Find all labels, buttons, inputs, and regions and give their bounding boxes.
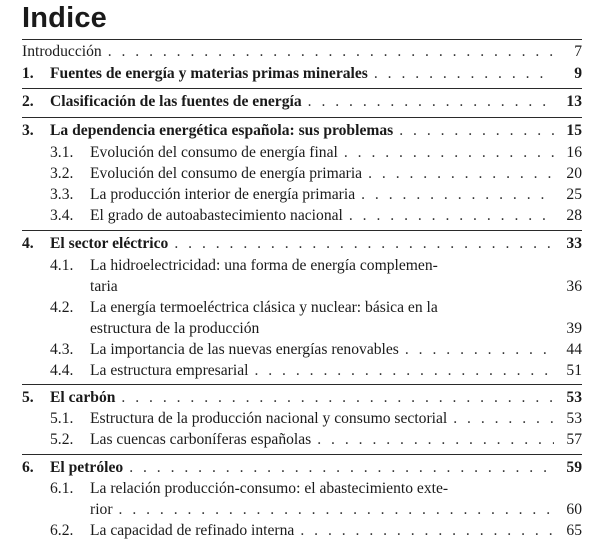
subsection-number: 5.2. bbox=[50, 431, 74, 448]
subsection-page: 39 bbox=[566, 320, 582, 337]
subsection-number: 6.1. bbox=[50, 480, 74, 497]
toc-chapter-4 bbox=[22, 234, 582, 254]
subsection-page: 16 bbox=[566, 144, 582, 161]
subsection-title: Las cuencas carboníferas españolas bbox=[90, 431, 312, 448]
subsection-page: 57 bbox=[566, 431, 582, 448]
chapter-number: 3. bbox=[22, 122, 34, 139]
toc-chapter-6 bbox=[22, 458, 582, 478]
subsection-title-line2: taria bbox=[90, 278, 118, 295]
toc-chapter-5 bbox=[22, 388, 582, 408]
subsection-number: 3.4. bbox=[50, 207, 74, 224]
subsection-number: 3.1. bbox=[50, 144, 74, 161]
subsection-title: Estructura de la producción nacional y consumo sectorial bbox=[90, 410, 448, 427]
toc-subsection-4-1 bbox=[50, 256, 582, 276]
subsection-title: Evolución del consumo de energía final bbox=[90, 144, 338, 161]
toc-subsection-6-1-cont bbox=[50, 500, 582, 520]
toc-subsection-4-1-cont bbox=[50, 277, 582, 297]
chapter-page: 59 bbox=[566, 459, 582, 476]
entry-title: Introducción bbox=[22, 43, 102, 60]
toc-subsection-4-2 bbox=[50, 298, 582, 318]
chapter-page: 33 bbox=[566, 235, 582, 252]
subsection-page: 51 bbox=[566, 362, 582, 379]
toc-subsection-6-1 bbox=[50, 479, 582, 499]
chapter-number: 2. bbox=[22, 93, 34, 110]
page-title: Indice bbox=[22, 2, 107, 34]
toc-subsection-3-1 bbox=[50, 143, 582, 163]
subsection-title: La estructura empresarial bbox=[90, 362, 249, 379]
chapter-page: 53 bbox=[566, 389, 582, 406]
toc-subsection-3-3 bbox=[50, 185, 582, 205]
toc-subsection-4-2-cont bbox=[50, 319, 582, 339]
subsection-page: 60 bbox=[566, 501, 582, 518]
subsection-title: La capacidad de refinado interna bbox=[90, 522, 295, 539]
subsection-title-line1: La relación producción-consumo: el abastecimiento exte- bbox=[90, 480, 449, 497]
rule bbox=[22, 117, 582, 118]
subsection-number: 3.3. bbox=[50, 186, 74, 203]
toc-chapter-2 bbox=[22, 92, 582, 112]
rule bbox=[22, 88, 582, 89]
subsection-page: 65 bbox=[566, 522, 582, 539]
chapter-title: El carbón bbox=[50, 389, 116, 406]
chapter-title: El sector eléctrico bbox=[50, 235, 169, 252]
toc-subsection-3-4 bbox=[50, 206, 582, 226]
toc-chapter-3 bbox=[22, 121, 582, 141]
subsection-number: 4.4. bbox=[50, 362, 74, 379]
toc-subsection-5-2 bbox=[50, 430, 582, 450]
subsection-title: El grado de autoabastecimiento nacional bbox=[90, 207, 343, 224]
subsection-title-line2: rior bbox=[90, 501, 113, 518]
toc-subsection-3-2 bbox=[50, 164, 582, 184]
chapter-page: 9 bbox=[574, 65, 582, 82]
subsection-title-line2: estructura de la producción bbox=[90, 320, 260, 337]
subsection-number: 4.3. bbox=[50, 341, 74, 358]
toc-subsection-4-3 bbox=[50, 340, 582, 360]
subsection-title: La producción interior de energía primaria bbox=[90, 186, 356, 203]
toc-subsection-5-1 bbox=[50, 409, 582, 429]
chapter-page: 13 bbox=[566, 93, 582, 110]
toc-subsection-4-4 bbox=[50, 361, 582, 381]
toc-entry-intro bbox=[22, 42, 582, 62]
subsection-page: 44 bbox=[566, 341, 582, 358]
subsection-title: Evolución del consumo de energía primaria bbox=[90, 165, 363, 182]
chapter-page: 15 bbox=[566, 122, 582, 139]
toc-chapter-1 bbox=[22, 64, 582, 84]
chapter-number: 4. bbox=[22, 235, 34, 252]
entry-page: 7 bbox=[574, 43, 582, 60]
subsection-page: 25 bbox=[566, 186, 582, 203]
subsection-number: 4.1. bbox=[50, 257, 74, 274]
chapter-title: El petróleo bbox=[50, 459, 124, 476]
rule bbox=[22, 230, 582, 231]
subsection-title-line1: La energía termoeléctrica clásica y nuclear: básica en la bbox=[90, 299, 438, 316]
chapter-number: 6. bbox=[22, 459, 34, 476]
subsection-page: 36 bbox=[566, 278, 582, 295]
rule bbox=[22, 39, 582, 40]
toc-subsection-6-2 bbox=[50, 521, 582, 541]
chapter-title: La dependencia energética española: sus problemas bbox=[50, 122, 394, 139]
subsection-title: La importancia de las nuevas energías renovables bbox=[90, 341, 399, 358]
subsection-title-line1: La hidroelectricidad: una forma de energía complemen- bbox=[90, 257, 438, 274]
rule bbox=[22, 454, 582, 455]
subsection-number: 6.2. bbox=[50, 522, 74, 539]
subsection-number: 5.1. bbox=[50, 410, 74, 427]
chapter-number: 1. bbox=[22, 65, 34, 82]
subsection-number: 3.2. bbox=[50, 165, 74, 182]
chapter-title: Fuentes de energía y materias primas minerales bbox=[50, 65, 368, 82]
subsection-page: 53 bbox=[566, 410, 582, 427]
rule bbox=[22, 384, 582, 385]
chapter-title: Clasificación de las fuentes de energía bbox=[50, 93, 302, 110]
subsection-number: 4.2. bbox=[50, 299, 74, 316]
chapter-number: 5. bbox=[22, 389, 34, 406]
subsection-page: 20 bbox=[566, 165, 582, 182]
subsection-page: 28 bbox=[566, 207, 582, 224]
